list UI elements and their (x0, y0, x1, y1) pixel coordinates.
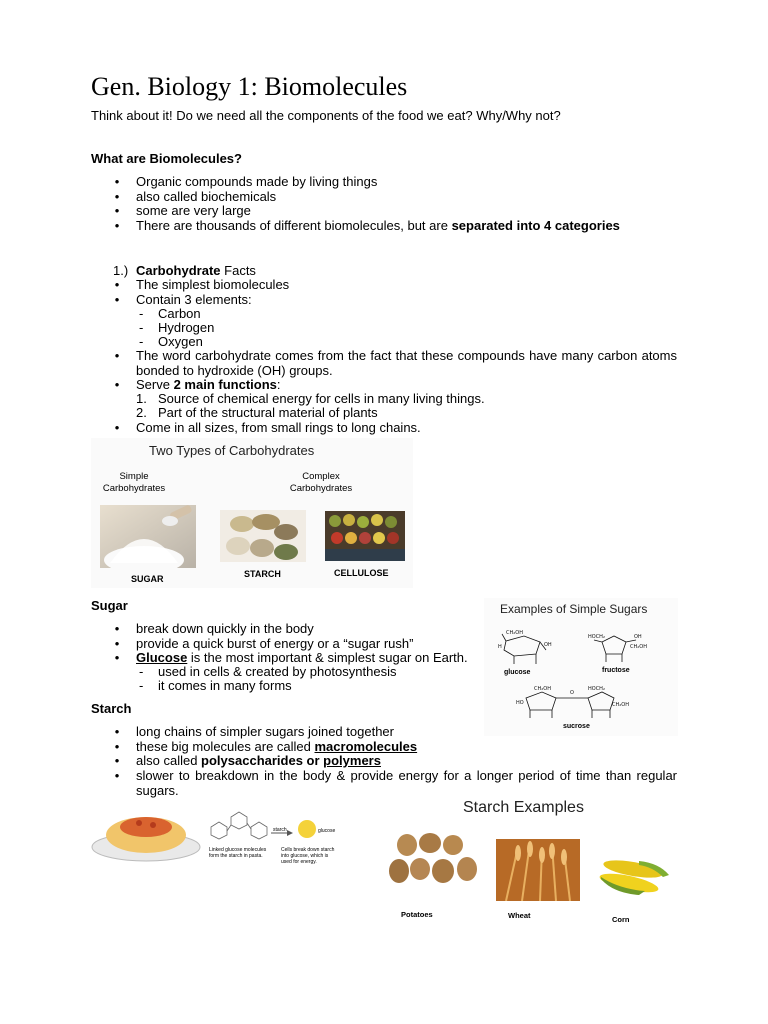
function-number-1: 1. (136, 391, 147, 406)
what-bullet-4 (136, 219, 620, 234)
starch-b3-pre: also called (136, 753, 202, 768)
bullet: • (114, 650, 120, 665)
starch-bullet-4: slower to breakdown in the body & provide energy for a longer period of time than regular sugars. (136, 768, 677, 798)
caption-potatoes: Potatoes (401, 910, 433, 919)
carb-bullet-5: Come in all sizes, from small rings to long chains. (136, 420, 421, 435)
complex-label: Complex Carbohydrates (289, 471, 353, 494)
bullet: • (114, 768, 120, 783)
bullet: • (114, 621, 120, 636)
sugar-sub-1: used in cells & created by photosynthesis (158, 664, 397, 679)
caption-starch: STARCH (244, 569, 281, 579)
sugar-bullet-1: break down quickly in the body (136, 621, 314, 636)
label-glucose: glucose (318, 828, 336, 834)
element-oxygen: Oxygen (158, 334, 203, 349)
what-bullet-4-bold: separated into 4 categories (451, 218, 620, 233)
macromolecules-word: macromolecules (314, 739, 418, 754)
glucose-word: Glucose (136, 650, 188, 665)
carb-b4-bold: 2 main functions (173, 377, 277, 392)
bullet: • (114, 174, 120, 189)
label-sucrose: sucrose (563, 723, 590, 730)
potatoes-image (387, 831, 483, 891)
simple-label: Simple Carbohydrates (102, 471, 166, 494)
dash: - (139, 334, 144, 349)
sugar-bullet-2: provide a quick burst of energy or a “sugar rush” (136, 636, 414, 651)
polymers-word: polymers (323, 753, 381, 768)
figure-title: Examples of Simple Sugars (500, 602, 648, 616)
element-hydrogen: Hydrogen (158, 320, 215, 335)
what-bullet-1: Organic compounds made by living things (136, 174, 378, 189)
carb-name: Carbohydrate (136, 263, 221, 278)
svg-text:HOCH₂: HOCH₂ (588, 634, 605, 640)
starch-bullet-1: long chains of simpler sugars joined together (136, 724, 394, 739)
carb-bullet-3: The word carbohydrate comes from the fact that these compounds have many carbon atoms bonded to hydroxide (OH) groups. (136, 348, 677, 378)
what-heading: What are Biomolecules? (91, 151, 242, 166)
label-cells: Cells break down starch into glucose, which is used for energy. (281, 847, 335, 865)
bullet: • (114, 348, 120, 363)
bullet: • (114, 636, 120, 651)
bullet: • (114, 739, 120, 754)
what-bullet-4-text: There are thousands of different biomolecules, but are (136, 218, 452, 233)
carb-bullet-1: The simplest biomolecules (136, 277, 290, 292)
carb-b4-pre: Serve (136, 377, 174, 392)
bullet: • (114, 189, 120, 204)
page-title: Gen. Biology 1: Biomolecules (91, 72, 408, 101)
bullet: • (114, 377, 120, 392)
bullet: • (114, 753, 120, 768)
figure-title: Starch Examples (463, 799, 584, 816)
starch-b2-pre: these big molecules are called (136, 739, 315, 754)
dash: - (139, 306, 144, 321)
bullet: • (114, 218, 120, 233)
bullet: • (114, 203, 120, 218)
figure-starch-examples (385, 795, 677, 927)
svg-text:O: O (570, 690, 574, 696)
carb-bullet-2: Contain 3 elements: (136, 292, 252, 307)
bullet: • (114, 277, 120, 292)
dash: - (139, 664, 144, 679)
starch-image (220, 510, 306, 562)
figure-simple-sugars (484, 598, 678, 736)
svg-text:H: H (498, 644, 502, 650)
function-1: Source of chemical energy for cells in many living things. (158, 391, 485, 406)
function-number-2: 2. (136, 405, 147, 420)
svg-text:CH₂OH: CH₂OH (506, 630, 523, 636)
bullet: • (114, 420, 120, 435)
carb-suffix: Facts (220, 263, 256, 278)
svg-text:OH: OH (544, 642, 552, 648)
caption-corn: Corn (612, 915, 630, 924)
figure-pasta-starch (91, 803, 337, 868)
element-carbon: Carbon (158, 306, 201, 321)
svg-text:CH₂OH: CH₂OH (612, 702, 629, 708)
figure-carb-types (91, 438, 413, 588)
what-bullet-2: also called biochemicals (136, 189, 277, 204)
carb-number: 1.) (113, 263, 129, 278)
figure-title: Two Types of Carbohydrates (149, 443, 315, 458)
wheat-image (496, 839, 580, 901)
function-2: Part of the structural material of plants (158, 405, 378, 420)
starch-heading: Starch (91, 701, 132, 716)
what-bullet-3: some are very large (136, 203, 251, 218)
caption-wheat: Wheat (508, 911, 531, 920)
bullet: • (114, 724, 120, 739)
svg-text:CH₂OH: CH₂OH (534, 686, 551, 692)
carb-b4-post: : (276, 377, 281, 392)
glucose-rest: is the most important & simplest sugar on Earth. (187, 650, 468, 665)
svg-text:HOCH₂: HOCH₂ (588, 686, 605, 692)
bullet: • (114, 292, 120, 307)
svg-text:CH₂OH: CH₂OH (630, 644, 647, 650)
label-starch: starch (273, 827, 287, 833)
sugar-image (100, 505, 196, 568)
svg-text:HO: HO (516, 700, 524, 706)
intro-question: Think about it! Do we need all the components of the food we eat? Why/Why not? (91, 108, 561, 123)
dash: - (139, 678, 144, 693)
label-fructose: fructose (602, 667, 630, 674)
sugar-heading: Sugar (91, 598, 128, 613)
starch-b3-bold: polysaccharides or (201, 753, 324, 768)
sugar-structures-image (484, 626, 678, 736)
caption-cellulose: CELLULOSE (334, 568, 389, 578)
dash: - (139, 320, 144, 335)
label-glucose: glucose (504, 669, 531, 676)
caption-sugar: SUGAR (131, 574, 164, 584)
label-linked: Linked glucose molecules form the starch in pasta. (209, 847, 267, 859)
svg-text:OH: OH (634, 634, 642, 640)
corn-image (599, 857, 671, 897)
starch-bullet-3 (136, 754, 381, 769)
cellulose-image (325, 511, 405, 561)
sugar-sub-2: it comes in many forms (158, 678, 292, 693)
